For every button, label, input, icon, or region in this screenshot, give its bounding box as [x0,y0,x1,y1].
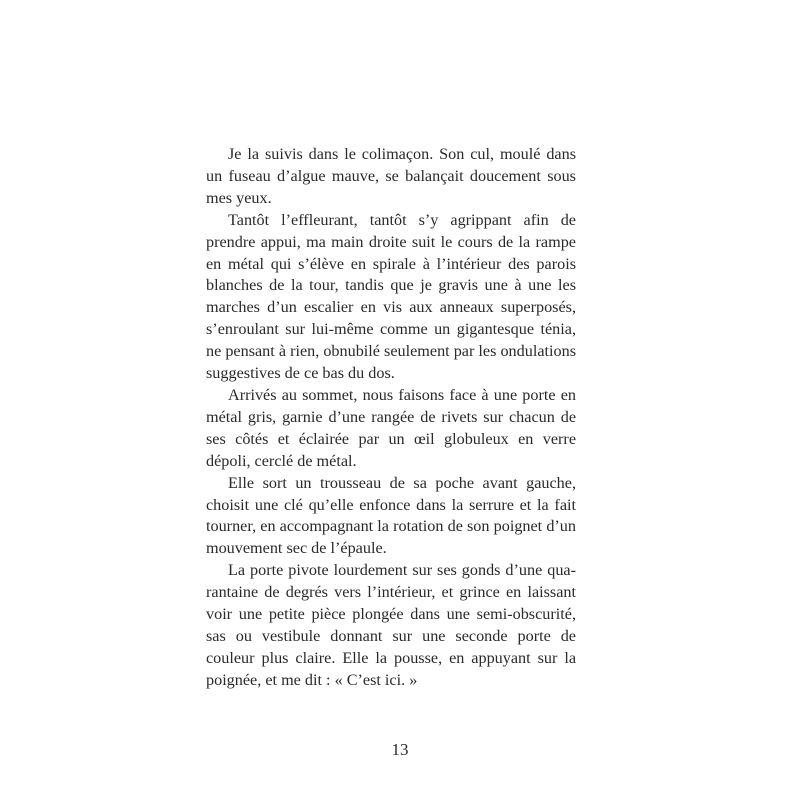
paragraph: Je la suivis dans le colimaçon. Son cul, moulé dans un fuseau d’algue mauve, se balançait doucement sous mes yeux. [206,145,576,207]
body-text [206,144,576,692]
paragraph: Elle sort un trousseau de sa poche avant gauche, choisit une clé qu’elle enfonce dans la serrure et la fait tourner, en accompagnant la rotation de son poignet d’un mouvement sec de l’épaule. [206,473,576,558]
page-number: 13 [391,740,409,759]
paragraph: La porte pivote lourdement sur ses gonds d’une quarantaine de degrés vers l’intérieur, et grince en laissant voir une petite pièce plongée dans une semi-obscurité, sas ou vestibule donnant sur une seconde porte de couleur plus claire. Elle la pousse, en appuyant sur la poignée, et me dit : « C’est ici. » [206,561,576,689]
paragraph: Arrivés au sommet, nous faisons face à une porte en métal gris, garnie d’une rangée de rivets sur chacun de ses côtés et éclairée par un œil globuleux en verre dépoli, cerclé de métal. [206,385,576,470]
paragraph: Tantôt l’effleurant, tantôt s’y agrippant afin de prendre appui, ma main droite suit le cours de la rampe en métal qui s’élève en spirale à l’intérieur des parois blanches de la tour, tandis que je gravis une à une les marches d’un escalier en vis aux anneaux superposés, s’enroulant sur lui-même comme un gigantesque ténia, ne pensant à rien, obnubilé seulement par les ondulations suggestives de ce bas du dos. [206,210,576,383]
